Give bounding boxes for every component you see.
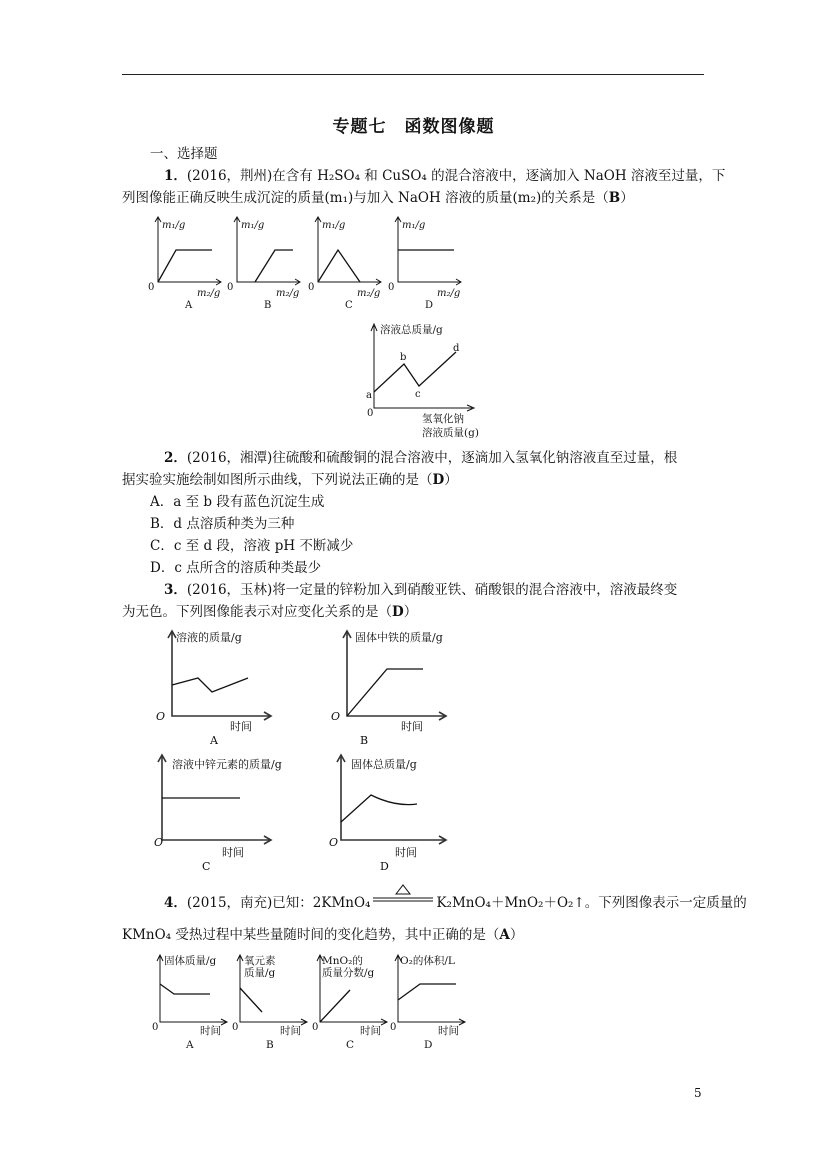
q4-line1: 4．(2015，南充)已知：2KMnO₄ K₂MnO₄＋MnO₂＋O₂↑。下列图像表示一定质量的 [164,892,747,914]
q1-a-xlabel: m₂/g [197,288,221,299]
q3-graph-d [329,755,446,873]
q4-graph-b [232,954,307,1051]
q1-c-ylabel: m₁/g [322,220,346,231]
q3-b-xlabel: 时间 [401,720,423,733]
q4-b-label: B [266,1039,274,1051]
q3-line2: 为无色。下列图像能表示对应变化关系的是（D） [122,604,418,620]
q2-xlabel-2: 溶液质量(g) [422,427,479,439]
q3-line1: 3．(2016，玉林)将一定量的锌粉加入到硝酸亚铁、硝酸银的混合溶液中，溶液最终变 [164,582,678,598]
q4-graph-c [312,955,387,1051]
q2-option-b: B．d 点溶质种类为三种 [150,516,295,532]
q2-origin: 0 [367,408,374,419]
q4-d-ylabel: O₂的体积/L [400,955,455,967]
q1-d-origin: 0 [388,282,395,293]
q4-c-ylabel-1: MnO₂的 [322,955,363,967]
q2-point-b: b [400,352,407,363]
q2-line1: 2．(2016，湘潭)往硫酸和硫酸铜的混合溶液中，逐滴加入氢氧化钠溶液直至过量，根 [164,450,678,466]
q1-d-ylabel: m₁/g [402,220,426,231]
q3-a-origin: O [156,710,166,723]
q3-b-origin: O [331,710,341,723]
q3-answer: D [392,604,404,620]
q1-graph-b [227,217,300,311]
q2-answer: D [432,472,445,488]
q3-graph-c [154,755,282,873]
q1-b-origin: 0 [227,282,234,293]
q1-line1: 1．(2016，荆州)在含有 H₂SO₄ 和 CuSO₄ 的混合溶液中，逐滴加入 NaOH 溶液至过量，下 [164,168,726,184]
section-heading: 一、选择题 [150,146,218,162]
q1-line2: 列图像能正确反映生成沉淀的质量(m₁)与加入 NaOH 溶液的质量(m₂)的关系是（B） [122,190,634,206]
q2-point-d: d [453,343,460,354]
q4-b-origin: 0 [232,1022,239,1033]
q2-point-a: a [366,390,372,401]
header-rule [122,74,704,75]
q4-line2: KMnO₄ 受热过程中某些量随时间的变化趋势，其中正确的是（A） [122,927,524,943]
q3-b-label: B [360,734,369,747]
q4-a-xlabel: 时间 [200,1025,221,1037]
q2-ylabel: 溶液总质量/g [380,324,443,336]
q3-c-origin: O [154,836,164,849]
q3-c-ylabel: 溶液中锌元素的质量/g [172,758,282,771]
q4-d-label: D [424,1039,433,1051]
q3-a-xlabel: 时间 [230,720,252,733]
q3-a-label: A [210,734,218,747]
q1-c-label: C [345,300,353,311]
q1-graph-a [148,217,221,311]
q1-d-label: D [425,300,434,311]
heat-condition-arrow [370,897,436,911]
q1-b-ylabel: m₁/g [241,220,265,231]
q4-a-ylabel: 固体质量/g [164,955,217,967]
q1-answer: B [608,190,621,206]
q3-d-xlabel: 时间 [395,846,417,859]
q2-option-c: C．c 至 d 段，溶液 pH 不断减少 [150,538,354,554]
q3-c-label: C [202,860,211,873]
q4-d-xlabel: 时间 [438,1025,459,1037]
q2-option-a: A．a 至 b 段有蓝色沉淀生成 [150,494,325,510]
q4-a-origin: 0 [152,1022,159,1033]
q4-graph-d [390,954,465,1051]
q4-b-xlabel: 时间 [280,1025,301,1037]
q4-a-label: A [186,1039,194,1051]
q4-d-origin: 0 [390,1022,397,1033]
q1-b-xlabel: m₂/g [276,288,300,299]
q4-c-label: C [346,1039,355,1051]
q1-a-label: A [185,300,193,311]
q4-c-ylabel-2: 质量分数/g [322,967,375,979]
q1-a-origin: 0 [148,282,155,293]
q1-a-ylabel: m₁/g [162,220,186,231]
q3-d-label: D [380,860,389,873]
page-number: 5 [694,1086,702,1100]
q4-b-ylabel-1: 氧元素 [244,955,276,967]
q3-d-origin: O [329,836,339,849]
q2-point-c: c [415,389,421,400]
q4-answer: A [499,927,510,943]
q1-d-xlabel: m₂/g [437,288,461,299]
q3-graph-b [331,630,446,747]
q4-b-ylabel-2: 质量/g [244,967,276,979]
q1-graph-d [388,217,461,311]
q3-d-ylabel: 固体总质量/g [351,758,417,771]
q1-c-origin: 0 [308,282,315,293]
q1-graph-c [308,217,381,311]
q4-graphs [150,952,470,1052]
q3-graphs [150,628,450,873]
q4-graph-a [152,954,227,1051]
q3-a-ylabel: 溶液的质量/g [176,631,242,644]
q3-graph-a [156,630,271,747]
q2-xlabel-1: 氢氧化钠 [422,413,464,425]
q1-b-label: B [264,300,272,311]
q1-c-xlabel: m₂/g [357,288,381,299]
q1-graphs [140,212,470,312]
q3-c-xlabel: 时间 [222,846,244,859]
page-title: 专题七 函数图像题 [332,117,495,137]
q4-c-origin: 0 [312,1022,319,1033]
q4-c-xlabel: 时间 [360,1025,381,1037]
q2-line2: 据实验实施绘制如图所示曲线，下列说法正确的是（D） [122,472,458,488]
q2-option-d: D．c 点所含的溶质种类最少 [150,560,322,576]
q2-graph [364,318,504,443]
q3-b-ylabel: 固体中铁的质量/g [355,631,443,644]
